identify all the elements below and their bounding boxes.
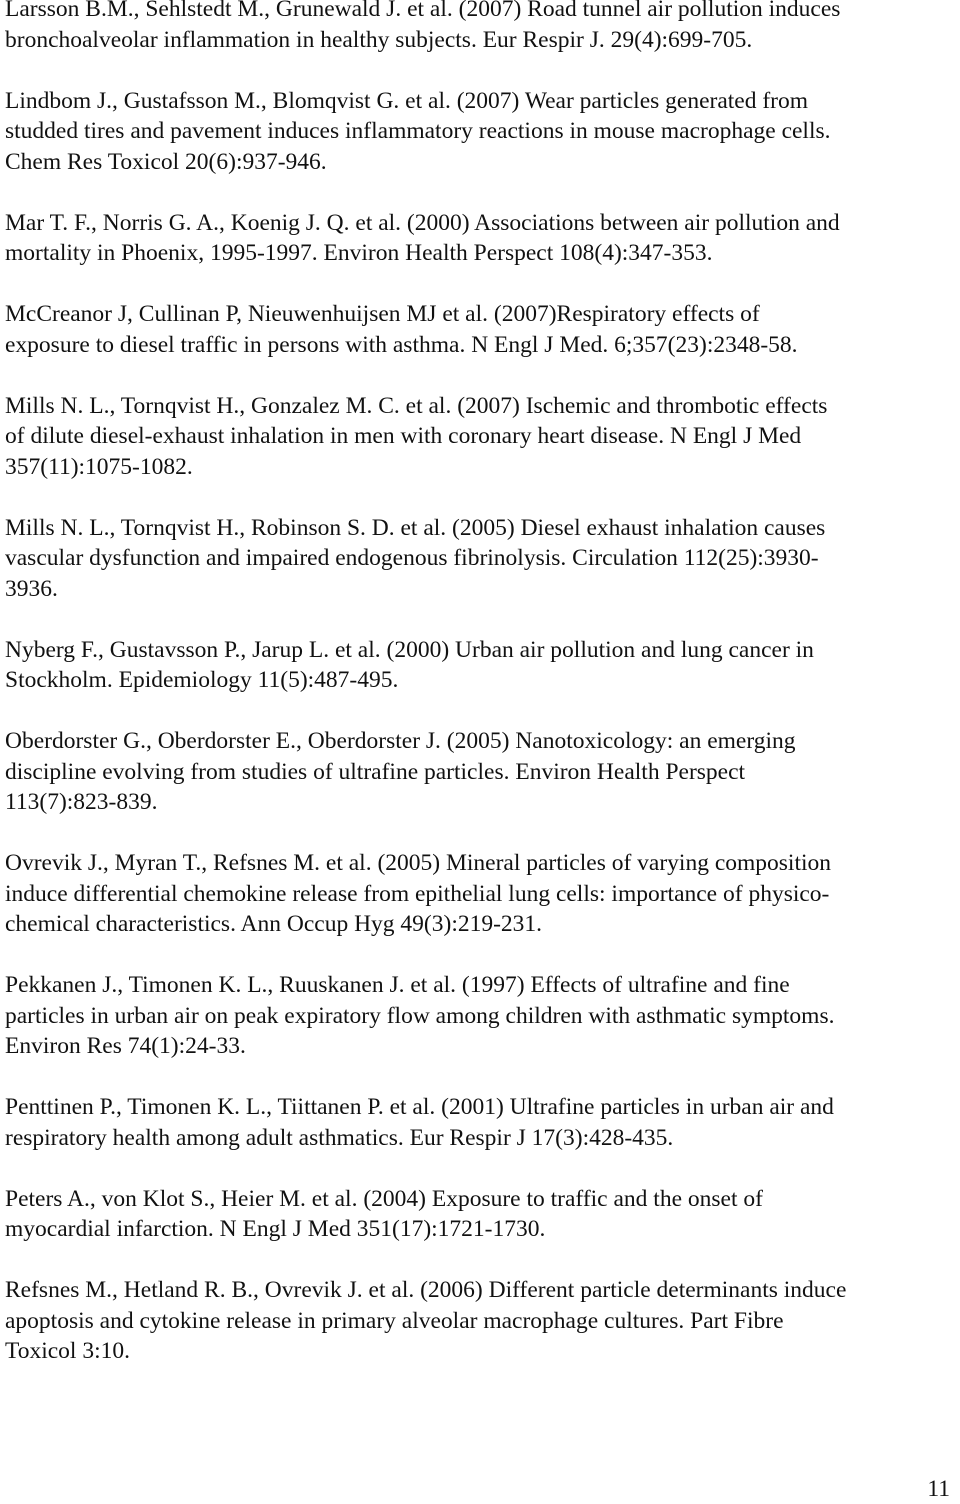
reference-entry: Mills N. L., Tornqvist H., Robinson S. D. et al. (2005) Diesel exhaust inhalation causes vascular dysfunction and impaired endogenous fibrinolysis. Circulation 112(25):3930- 3936.: [5, 514, 826, 602]
reference-entry: Lindbom J., Gustafsson M., Blomqvist G. et al. (2007) Wear particles generated from studded tires and pavement induces inflammatory reactions in mouse macrophage cells. Chem Res Toxicol 20(6):937-946.: [5, 87, 831, 175]
reference-entry: Ovrevik J., Myran T., Refsnes M. et al. (2005) Mineral particles of varying composition induce differential chemokine release from epithelial lung cells: importance of physico- chemical characteristics. Ann Occup Hyg 49(3):219-231.: [5, 850, 832, 937]
reference-entry: Nyberg F., Gustavsson P., Jarup L. et al. (2000) Urban air pollution and lung cancer in Stockholm. Epidemiology 11(5):487-495.: [5, 636, 814, 693]
page-number: 11: [927, 1476, 950, 1502]
reference-entry: Mar T. F., Norris G. A., Koenig J. Q. et al. (2000) Associations between air pollution and mortality in Phoenix, 1995-1997. Environ Health Perspect 108(4):347-353.: [5, 209, 840, 266]
reference-entry: Refsnes M., Hetland R. B., Ovrevik J. et al. (2006) Different particle determinants induce apoptosis and cytokine release in primary alveolar macrophage cultures. Part Fibre Toxicol 3:10.: [5, 1277, 847, 1364]
reference-entry: Penttinen P., Timonen K. L., Tiittanen P. et al. (2001) Ultrafine particles in urban air and respiratory health among adult asthmatics. Eur Respir J 17(3):428-435.: [5, 1094, 834, 1151]
reference-entry: Mills N. L., Tornqvist H., Gonzalez M. C. et al. (2007) Ischemic and thrombotic effects of dilute diesel-exhaust inhalation in men with coronary heart disease. N Engl J Med 357(11):1075-1082.: [5, 392, 828, 480]
reference-entry: Larsson B.M., Sehlstedt M., Grunewald J. et al. (2007) Road tunnel air pollution induces bronchoalveolar inflammation in healthy subjects. Eur Respir J. 29(4):699-705.: [5, 0, 841, 53]
reference-entry: Pekkanen J., Timonen K. L., Ruuskanen J. et al. (1997) Effects of ultrafine and fine particles in urban air on peak expiratory flow among children with asthmatic symptoms. Environ Res 74(1):24-33.: [5, 972, 835, 1059]
reference-list: [5, 0, 957, 1397]
reference-entry: Oberdorster G., Oberdorster E., Oberdorster J. (2005) Nanotoxicology: an emerging discipline evolving from studies of ultrafine particles. Environ Health Perspect 113(7):823-839.: [5, 728, 796, 815]
reference-entry: Peters A., von Klot S., Heier M. et al. (2004) Exposure to traffic and the onset of myocardial infarction. N Engl J Med 351(17):1721-1730.: [5, 1185, 763, 1242]
reference-entry: McCreanor J, Cullinan P, Nieuwenhuijsen MJ et al. (2007)Respiratory effects of exposure to diesel traffic in persons with asthma. N Engl J Med. 6;357(23):2348-58.: [5, 301, 798, 358]
